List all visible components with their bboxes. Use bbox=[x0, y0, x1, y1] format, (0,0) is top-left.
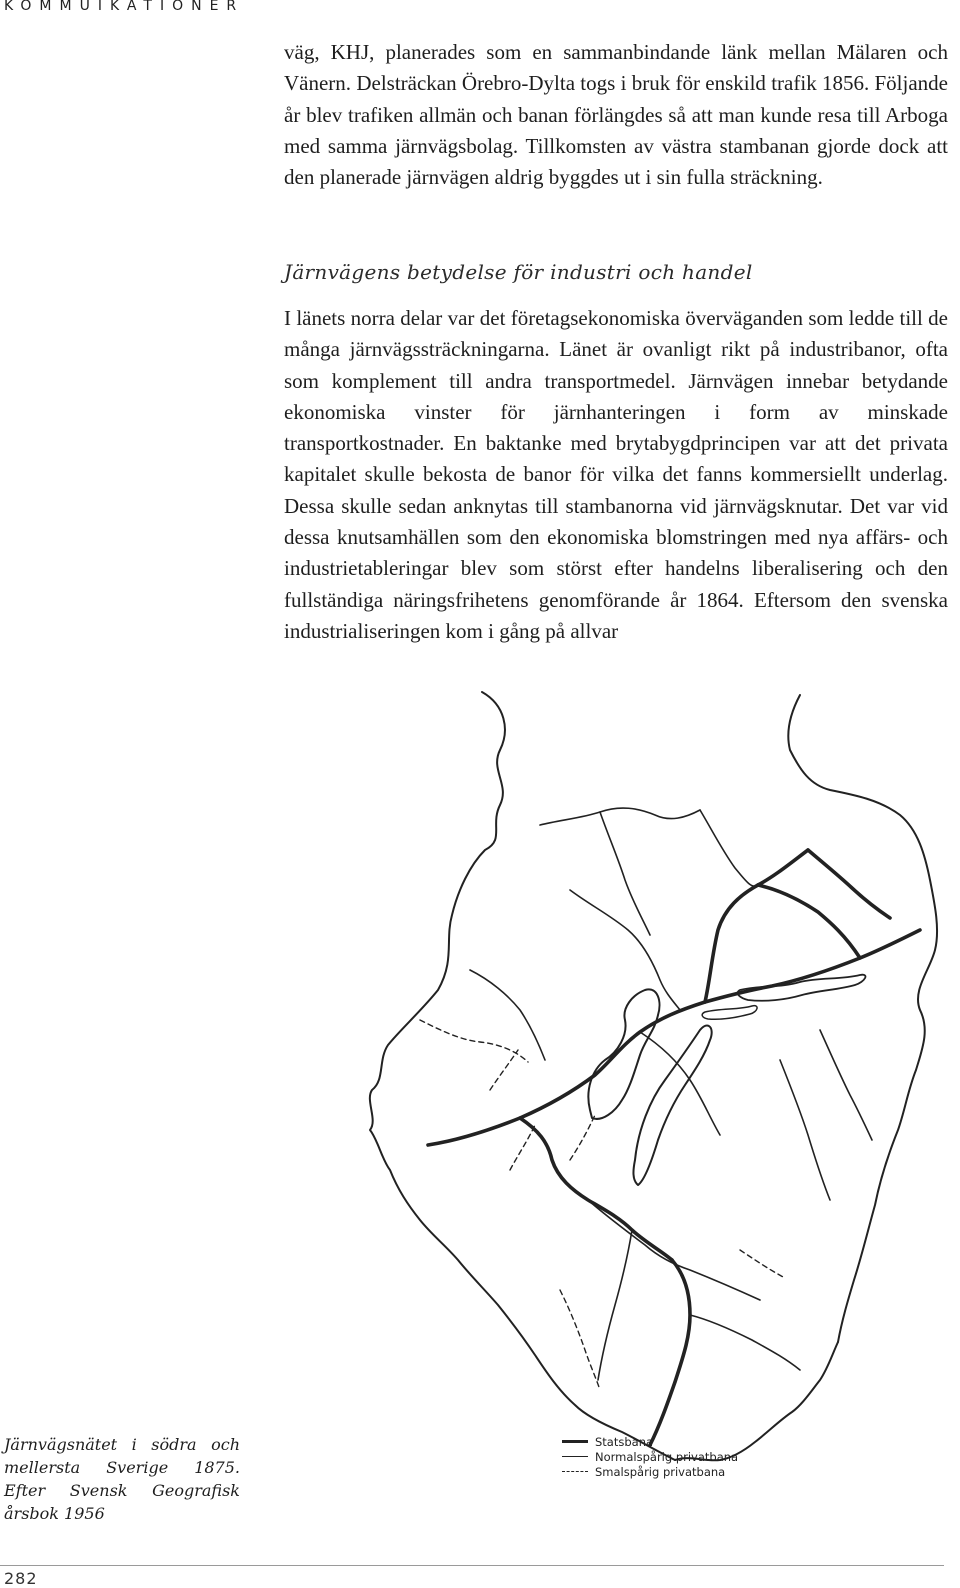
railway-map bbox=[360, 690, 950, 1485]
body-paragraph-2 bbox=[284, 303, 948, 647]
statsbana-line bbox=[428, 930, 920, 1145]
coastline-east bbox=[788, 695, 937, 1342]
smalsparig-line bbox=[420, 1020, 528, 1062]
smalsparig-line bbox=[560, 1290, 600, 1390]
lake-vanern bbox=[588, 989, 659, 1119]
normalsparig-line bbox=[598, 1230, 632, 1380]
legend-row-smalsparig bbox=[562, 1464, 738, 1479]
legend-swatch-statsbana bbox=[562, 1440, 588, 1443]
normalsparig-line bbox=[780, 1060, 830, 1200]
legend-row-normalsparig bbox=[562, 1449, 738, 1464]
statsbana-line bbox=[650, 1260, 690, 1445]
paragraph-text: väg, KHJ, planerades som en sammanbindande länk mellan Mälaren och Vänern. Delsträckan Örebro-Dylta togs i bruk för enskild trafik 1856. Följande år blev trafiken allmän och banan förlängdes så att man kunde resa till Arboga med samma järnvägsbolag. Tillkomsten av västra stambanan gjorde dock att den planerade järnvägen aldrig byggdes ut i sin fulla sträckning. bbox=[284, 40, 948, 190]
statsbana-line bbox=[758, 885, 860, 958]
body-paragraph-1 bbox=[284, 37, 948, 193]
footer-rule bbox=[0, 1565, 944, 1566]
coastline-west bbox=[370, 692, 675, 1460]
figure-caption: Järnvägsnätet i södra och mellersta Sverige 1875. Efter Svensk Geografisk årsbok 1956 bbox=[4, 1435, 240, 1523]
legend-swatch-smalsparig bbox=[562, 1471, 588, 1472]
smalsparig-line bbox=[490, 1050, 518, 1090]
normalsparig-line bbox=[600, 812, 650, 935]
section-heading: Järnvägens betydelse för industri och handel bbox=[284, 260, 753, 284]
lake-vattern bbox=[633, 1025, 711, 1185]
map-legend bbox=[562, 1434, 738, 1479]
smalsparig-line bbox=[570, 1115, 595, 1160]
legend-label: Statsbana bbox=[595, 1434, 654, 1449]
legend-row-statsbana bbox=[562, 1434, 738, 1449]
normalsparig-line bbox=[540, 808, 700, 825]
legend-label: Normalspårig privatbana bbox=[595, 1449, 739, 1464]
statsbana-line bbox=[520, 1118, 672, 1260]
legend-label: Smalspårig privatbana bbox=[595, 1464, 726, 1479]
smalsparig-line bbox=[510, 1125, 535, 1170]
normalsparig-line bbox=[820, 1030, 872, 1140]
normalsparig-line bbox=[470, 970, 545, 1060]
statsbana-line bbox=[808, 850, 890, 918]
lake-hjalmaren bbox=[702, 1006, 757, 1020]
normalsparig-line bbox=[690, 1315, 800, 1370]
normalsparig-line bbox=[570, 890, 680, 1010]
smalsparig-line bbox=[740, 1250, 785, 1278]
running-head: KOMMUIKATIONER bbox=[4, 0, 245, 14]
paragraph-text: I länets norra delar var det företagsekonomiska överväganden som ledde till de många järnvägssträckningarna. Länet är ovanligt rikt på industribanor, ofta som komplement till andra transportmedel. Järnvägen innebar betydande ekonomiska vinster för järnhanteringen i form av minskade transportkostnader. En baktanke med brytabygdprincipen var att det privata kapitalet skulle bekosta de banor för vilka det fanns kommersiellt underlag. Dessa skulle sedan anknytas till stambanorna vid järnvägsknutar. Det var vid dessa knutsamhällen som den ekonomiska blomstringen med nya affärs- och industrietableringar blev som störst efter handelns liberalisering och den fullständiga näringsfrihetens genomförande år 1864. Eftersom den svenska industrialiseringen kom i gång på allvar bbox=[284, 306, 948, 643]
normalsparig-line bbox=[700, 810, 758, 886]
page-number: 282 bbox=[4, 1569, 38, 1588]
legend-swatch-normalsparig bbox=[562, 1456, 588, 1457]
